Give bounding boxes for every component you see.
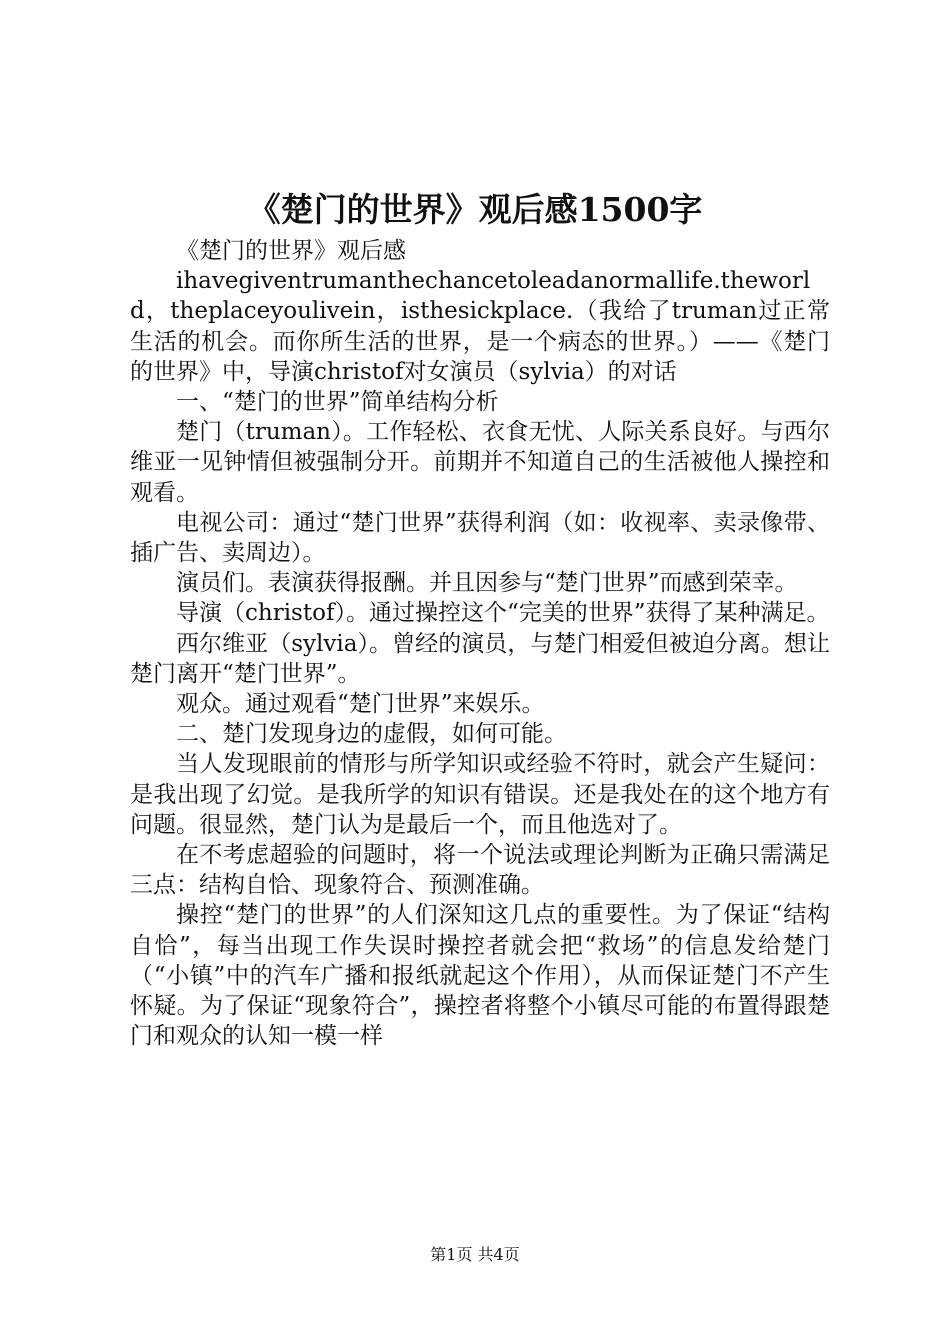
paragraph-audience: 观众。通过观看“楚门世界”来娱乐。 (176, 691, 545, 718)
paragraph-tv-company: 电视公司：通过“楚门世界”获得利润（如：收视率、卖录像带、插广告、卖周边）。 (130, 509, 830, 567)
paragraph-director: 导演（christof）。通过操控这个“完美的世界”获得了某种满足。 (176, 600, 830, 627)
paragraph-actors: 演员们。表演获得报酬。并且因参与“楚门世界”而感到荣幸。 (176, 570, 798, 597)
paragraph-control: 操控“楚门的世界”的人们深知这几点的重要性。为了保证“结构自恰”，每当出现工作失误时操控者就会把“救场”的信息发给楚门（“小镇”中的汽车广播和报纸就起这个作用），从而保证楚门不产生怀疑。为了保证“现象符合”，操控者将整个小镇尽可能的布置得跟楚门和观众的认知一模一样 (130, 902, 830, 1050)
section-heading-2: 二、楚门发现身边的虚假，如何可能。 (176, 721, 567, 748)
paragraph-three-points: 在不考虑超验的问题时，将一个说法或理论判断为正确只需满足三点：结构自恰、现象符合、预测准确。 (130, 842, 830, 899)
paragraph-subtitle: 《楚门的世界》观后感 (176, 238, 406, 264)
page-footer: 第1页 共4页 (430, 1245, 520, 1264)
paragraph-sylvia: 西尔维亚（sylvia）。曾经的演员，与楚门相爱但被迫分离。想让楚门离开“楚门世界”。 (130, 630, 830, 687)
paragraph-truman: 楚门（truman）。工作轻松、衣食无忧、人际关系良好。与西尔维亚一见钟情但被强制分开。前期并不知道自己的生活被他人操控和观看。 (130, 419, 830, 506)
paragraph-quote: ihavegiventrumanthechancetoleadanormallife.theworld，theplaceyoulivein，isthesickplace.（我给了truman过正常生活的机会。而你所生活的世界，是一个病态的世界。）——《楚门的世界》中，导演christof对女演员（sylvia）的对话 (130, 268, 830, 385)
document-title: 《楚门的世界》观后感1500字 (247, 190, 703, 229)
section-heading-1: 一、“楚门的世界”简单结构分析 (176, 389, 499, 416)
document-body (130, 236, 830, 1051)
paragraph-doubt: 当人发现眼前的情形与所学知识或经验不符时，就会产生疑问：是我出现了幻觉。是我所学的知识有错误。还是我处在的这个地方有问题。很显然，楚门认为是最后一个，而且他选对了。 (130, 751, 830, 838)
